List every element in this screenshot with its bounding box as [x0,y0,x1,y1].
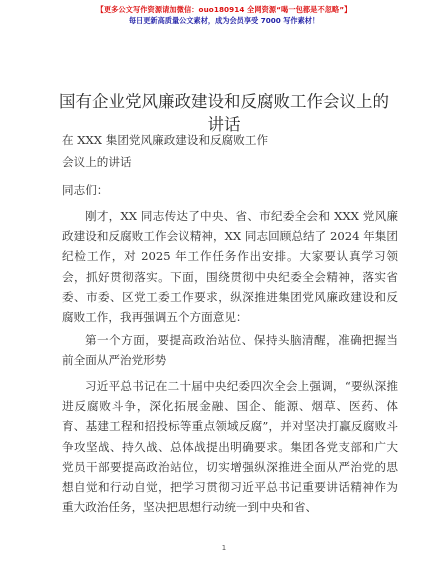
page-number: 1 [221,544,227,552]
body-paragraph-2: 习近平总书记在二十届中央纪委四次全会上强调，“要纵深推进反腐败斗争，深化拓展金融、国企、能源、烟草、医药、体育、基建工程和招投标等重点领域反腐”，并对坚决打赢反腐败斗争攻坚战、持久战、总体战提出明确要求。集团各党支部和广大党员干部要提高政治站位，切实增强纵深推进全面从严治党的思想自觉和行动自觉，把学习贯彻习近平总书记重要讲话精神作为重大政治任务，坚决把思想行动统一到中央和省、 [62,379,398,515]
subtitle-line2: 会议上的讲话 [62,155,132,169]
salutation: 同志们： [62,183,109,197]
document-title-line2: 讲话 [207,115,241,134]
document-title-line1: 国有企业党风廉政建设和反腐败工作会议上的 [59,92,389,111]
section-heading-1: 第一个方面，要提高政治站位、保持头脑清醒，准确把握当前全面从严治党形势 [62,333,398,368]
subtitle-line1: 在 XXX 集团党风廉政建设和反腐败工作 [62,133,269,147]
body-paragraph-1: 刚才，XX 同志传达了中央、省、市纪委全会和 XXX 党风廉政建设和反腐败工作会议精神，XX 同志回顾总结了 2024 年集团纪检工作，对 2025 年工作任务作出安排。大家要认真学习领会，抓好贯彻落实。下面，围绕贯彻中央纪委全会精神，落实省委、市委、区党工委工作要求，纵深推进集团党风廉政建设和反腐败工作，我再强调五个方面意见： [62,209,398,325]
promo-banner-line2: 每日更新高质量公文素材，成为会员享受 7000 写作素材！ [128,16,320,25]
promo-banner-line1: 【更多公文写作资源请加微信：ouo180914 全网资源“喝一包都是不忽略”】 [96,5,352,14]
